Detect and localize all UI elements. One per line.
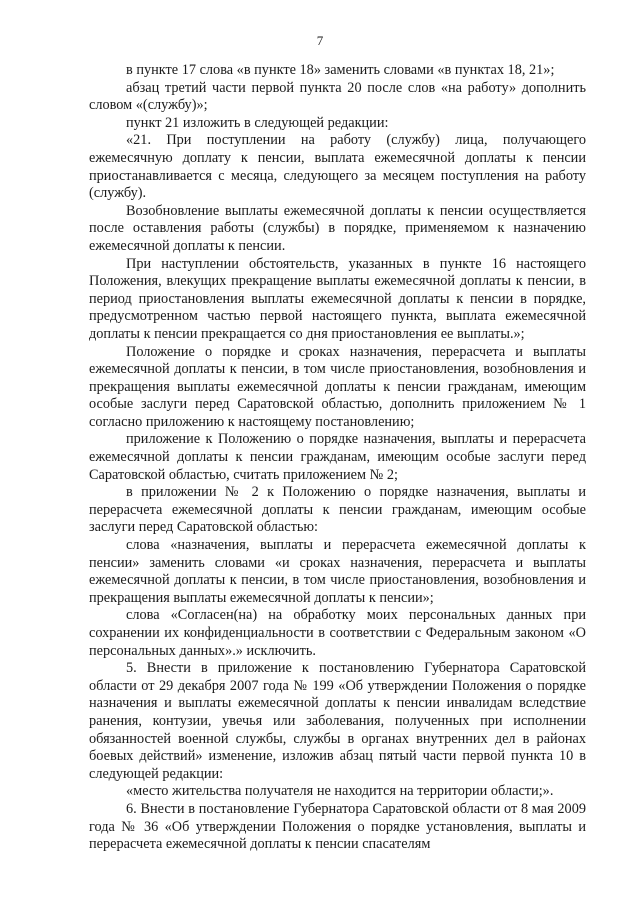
page-number: 7	[316, 33, 324, 48]
paragraph: Положение о порядке и сроках назначения, перерасчета и выплаты ежемесячной доплаты к пенсии, в том числе приостановления, возобновления и прекращения выплаты ежемесячной доплаты к пенсии гражданам, имеющим особые заслуги перед Саратовской областью, дополнить приложением № 1 согласно приложению к настоящему постановлению;	[89, 343, 586, 430]
paragraph: Возобновление выплаты ежемесячной доплаты к пенсии осуществляется после оставления работы (службы) в порядке, применяемом к назначению ежемесячной доплаты к пенсии.	[89, 202, 586, 254]
document-body	[89, 62, 586, 854]
paragraph: «место жительства получателя не находится на территории области;».	[126, 783, 554, 800]
paragraph: 6. Внести в постановление Губернатора Саратовской области от 8 мая 2009 года № 36 «Об утверждении Положения о порядке установления, выплаты и перерасчета ежемесячной доплаты к пенсии спасателям	[89, 800, 586, 853]
paragraph: При наступлении обстоятельств, указанных в пункте 16 настоящего Положения, влекущих прекращение выплаты ежемесячной доплаты к пенсии, в период приостановления выплаты ежемесячной доплаты к пенсии в порядке, предусмотренном частью первой настоящего пункта, выплата ежемесячной доплаты к пенсии прекращается со дня приостановления ее выплаты.»;	[89, 255, 586, 342]
paragraph: слова «назначения, выплаты и перерасчета ежемесячной доплаты к пенсии» заменить словами «и сроках назначения, перерасчета и выплаты ежемесячной доплаты к пенсии, в том числе приостановления, возобновления и прекращения выплаты ежемесячной доплаты к пенсии»;	[89, 537, 586, 606]
paragraph: 5. Внести в приложение к постановлению Губернатора Саратовской области от 29 декабря 2007 года № 199 «Об утверждении Положения о порядке назначения и выплаты ежемесячной доплаты к пенсии инвалидам вследствие ранения, контузии, увечья или заболевания, полученных при исполнении обязанностей военной службы, службы в органах внутренних дел в районах боевых действий» изменение, изложив абзац пятый части первой пункта 10 в следующей редакции:	[89, 660, 586, 782]
paragraph: «21. При поступлении на работу (службу) лица, получающего ежемесячную доплату к пенсии, выплата ежемесячной доплаты к пенсии приостанавливается с месяца, следующего за месяцем поступления на работу (службу).	[89, 132, 586, 202]
paragraph: слова «Согласен(на) на обработку моих персональных данных при сохранении их конфиденциальности в соответствии с Федеральным законом «О персональных данных».» исключить.	[89, 607, 586, 659]
paragraph: приложение к Положению о порядке назначения, выплаты и перерасчета ежемесячной доплаты к пенсии гражданам, имеющим особые заслуги перед Саратовской областью, считать приложением № 2;	[89, 431, 586, 483]
paragraph: пункт 21 изложить в следующей редакции:	[126, 114, 389, 131]
paragraph: в пункте 17 слова «в пункте 18» заменить словами «в пунктах 18, 21»;	[126, 62, 555, 78]
paragraph: в приложении № 2 к Положению о порядке назначения, выплаты и перерасчета ежемесячной доплаты к пенсии гражданам, имеющим особые заслуги перед Саратовской областью:	[89, 484, 586, 536]
paragraph: абзац третий части первой пункта 20 после слов «на работу» дополнить словом «(службу)»;	[89, 79, 586, 114]
